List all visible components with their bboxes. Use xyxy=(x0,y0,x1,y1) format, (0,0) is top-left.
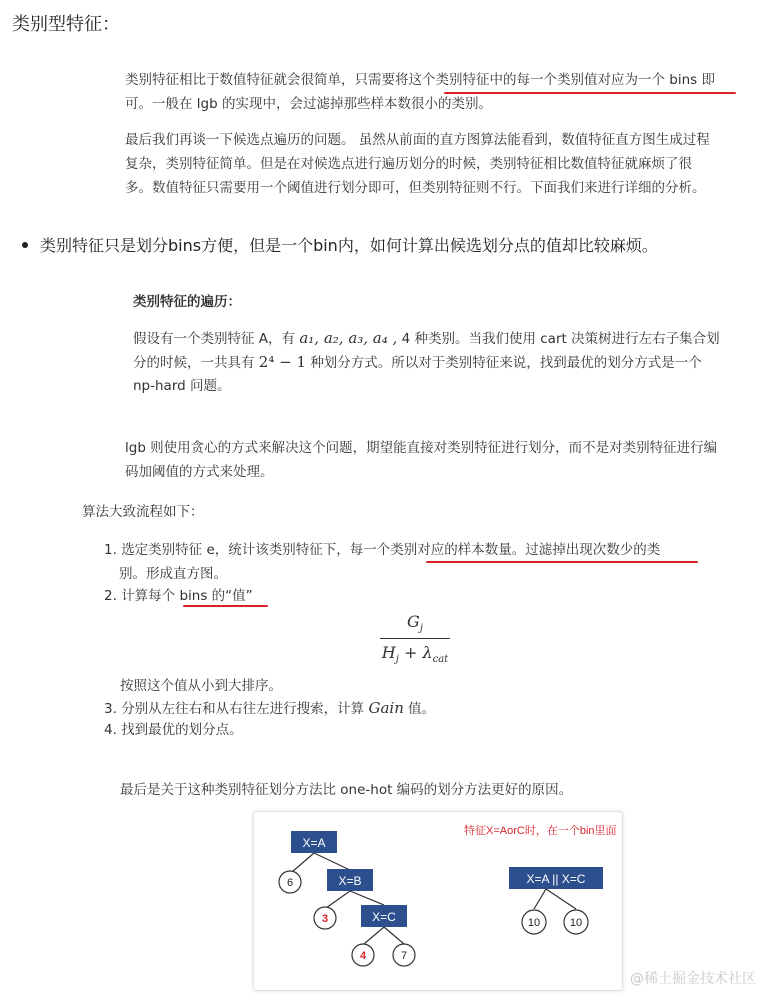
closing-line: 最后是关于这种类别特征划分方法比 one-hot 编码的划分方法更好的原因。 xyxy=(120,782,573,798)
bullet-item xyxy=(22,233,658,256)
traverse-text-a: 假设有一个类别特征 A，有 xyxy=(133,331,296,347)
edge-b-c xyxy=(350,891,384,905)
para2-line-3: 多。数值特征只需要用一个阈值进行划分即可，但类别特征则不行。下面我们来进行详细的分析。 xyxy=(125,180,706,196)
step-3-text-a: 分别从左往右和从右往左进行搜索，计算 xyxy=(121,701,365,717)
formula-numerator: $G_j$ xyxy=(407,612,423,635)
step-3-gain: Gain xyxy=(368,699,404,717)
traverse-line-2 xyxy=(133,350,702,375)
edge-c-4 xyxy=(364,927,384,944)
formula-denominator: $H_j + \lambda_{cat}$ xyxy=(381,643,449,666)
step-1-number: 1. xyxy=(104,542,117,558)
greedy-line-1: lgb 则使用贪心的方式来解决这个问题，期望能直接对类别特征进行划分，而不是对类别特征进行编 xyxy=(125,440,718,456)
watermark: @稀土掘金技术社区 xyxy=(630,971,756,987)
intro-highlight: 类别特征中的每一个类别值对应为一个 bins xyxy=(435,72,698,88)
traverse-text-d: 种划分方式。所以对于类别特征来说，找到最优的划分方式是一个 xyxy=(310,355,702,371)
intro-line-1 xyxy=(125,68,715,92)
intro-text-c: 即 xyxy=(701,72,715,88)
node-b-label: X=B xyxy=(338,874,362,888)
bullet-text: 类别特征只是划分bins方便，但是一个bin内，如何计算出候选划分点的值却比较麻烦。 xyxy=(40,236,658,255)
flow-sort: 按照这个值从小到大排序。 xyxy=(120,678,282,694)
figure-note: 特征X=AorC时，在一个bin里面 xyxy=(464,825,617,837)
leaf-4-label: 4 xyxy=(359,950,367,962)
leaf-7-label: 7 xyxy=(400,950,408,962)
greedy-line-2: 码加阈值的方式来处理。 xyxy=(125,464,274,480)
step-2-number: 2. xyxy=(104,588,117,604)
edge-b-3 xyxy=(326,891,350,908)
intro-line-2: 可。一般在 lgb 的实现中，会过滤掉那些样本数很小的类别。 xyxy=(125,96,492,112)
flow-step-1-cont: 别。形成直方图。 xyxy=(119,566,227,582)
traverse-text-c: 分的时候，一共具有 xyxy=(133,355,255,371)
intro-text-a: 类别特征相比于数值特征就会很简单，只需要将这个 xyxy=(125,72,436,88)
traverse-expr: 2⁴ − 1 xyxy=(258,353,307,371)
highlight-underline-3 xyxy=(183,605,268,607)
flow-title: 算法大致流程如下： xyxy=(82,504,204,520)
traverse-title: 类别特征的遍历： xyxy=(133,294,241,310)
step-1-text: 选定类别特征 e，统计该类别特征下，每一个类别对应的样本数量。过滤掉出现次数少的类 xyxy=(121,542,661,558)
bullet-dot-icon xyxy=(22,242,28,248)
node-c-label: X=C xyxy=(372,910,396,924)
flow-step-4 xyxy=(104,718,243,742)
traverse-line-1 xyxy=(133,326,720,351)
flow-step-1 xyxy=(104,538,660,562)
formula-fraction-bar xyxy=(380,638,450,639)
traverse-text-b: 4 种类别。当我们使用 cart 决策树进行左右子集合划 xyxy=(401,331,720,347)
highlight-underline-2 xyxy=(426,561,698,563)
formula xyxy=(380,612,450,665)
step-4-number: 4. xyxy=(104,722,117,738)
leaf-10b-label: 10 xyxy=(569,917,583,929)
tree-diagram xyxy=(254,812,622,990)
traverse-vars: a₁, a₂, a₃, a₄ , xyxy=(299,329,398,347)
section-heading: 类别型特征： xyxy=(12,14,120,35)
step-3-text-b: 值。 xyxy=(408,701,436,717)
node-a-label: X=A xyxy=(302,836,326,850)
edge-ac-10b xyxy=(546,889,576,909)
para2-line-1: 最后我们再谈一下候选点遍历的问题。 虽然从前面的直方图算法能看到，数值特征直方图生成过程 xyxy=(125,132,710,148)
edge-a-b xyxy=(314,853,350,870)
tree-figure xyxy=(253,811,623,991)
para2-line-2: 复杂，类别特征简单。但是在对候选点进行遍历划分的时候，类别特征相比数值特征就麻烦了很 xyxy=(125,156,692,172)
step-2-text: 计算每个 bins 的“值” xyxy=(121,588,253,604)
edge-a-6 xyxy=(292,853,314,872)
leaf-3-label: 3 xyxy=(321,913,329,925)
step-4-text: 找到最优的划分点。 xyxy=(121,722,243,738)
step-3-number: 3. xyxy=(104,701,117,717)
traverse-line-3: np-hard 问题。 xyxy=(133,378,231,394)
node-ac-label: X=A || X=C xyxy=(526,872,586,886)
leaf-10a-label: 10 xyxy=(527,917,541,929)
leaf-6-label: 6 xyxy=(286,877,294,889)
edge-ac-10a xyxy=(534,889,546,909)
edge-c-7 xyxy=(384,927,404,944)
